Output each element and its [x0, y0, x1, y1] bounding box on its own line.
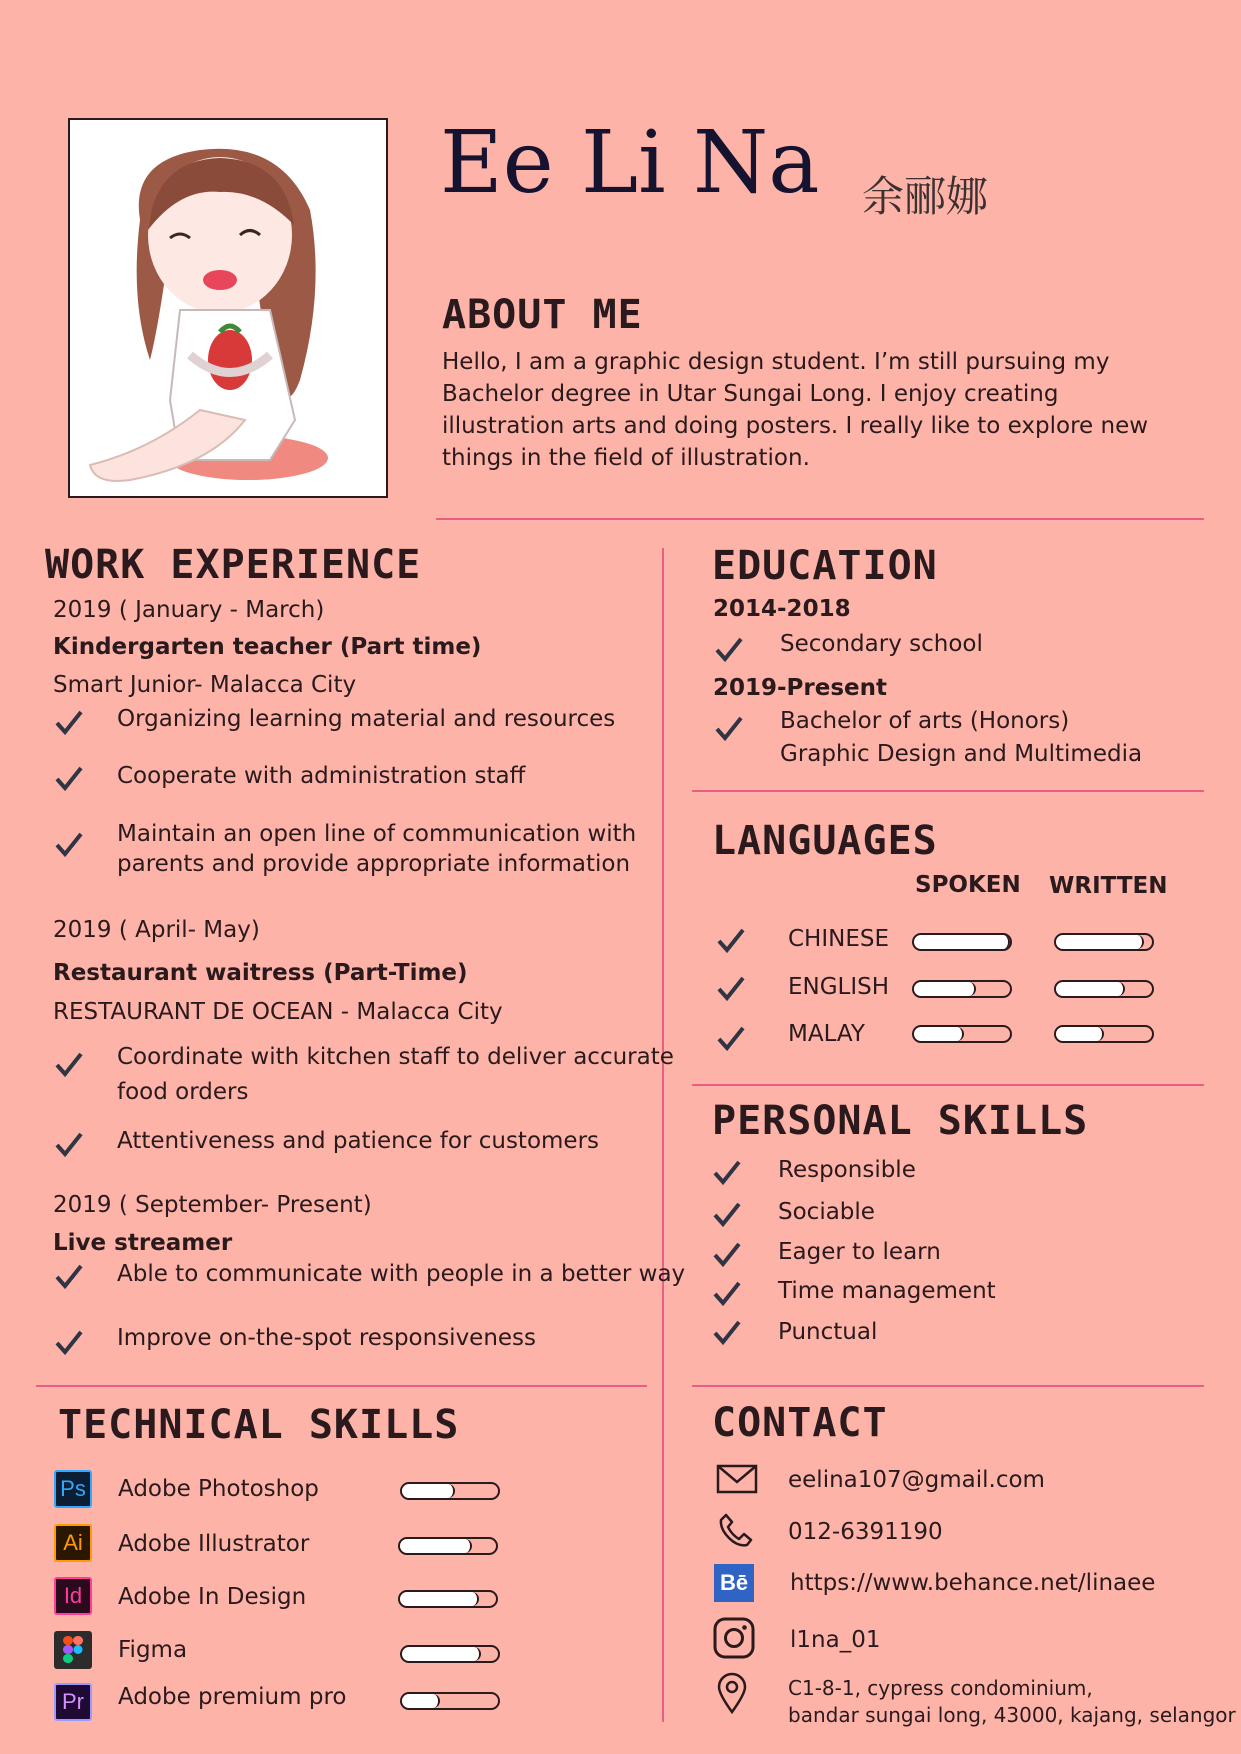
- check-icon: [716, 974, 746, 1002]
- technical-title: TECHNICAL SKILLS: [58, 1402, 460, 1448]
- email-icon: [716, 1464, 758, 1494]
- figma-icon: [54, 1631, 92, 1669]
- illustrator-icon: [54, 1524, 92, 1562]
- level-fill: [400, 1592, 479, 1606]
- skill-bar: [400, 1482, 500, 1500]
- spoken-bar: [912, 1025, 1012, 1043]
- written-bar: [1054, 980, 1154, 998]
- about-line: illustration arts and doing posters. I really like to explore new: [442, 413, 1149, 439]
- personal-title: PERSONAL SKILLS: [712, 1098, 1089, 1144]
- avatar: [68, 118, 388, 498]
- personal-skill: Punctual: [778, 1319, 878, 1345]
- check-icon: [54, 830, 84, 858]
- photoshop-icon-label: Ps: [60, 1476, 86, 1501]
- spoken-bar: [912, 933, 1012, 951]
- personal-skill: Responsible: [778, 1157, 916, 1183]
- skill-bar: [400, 1645, 500, 1663]
- contact-email[interactable]: eelina107@gmail.com: [788, 1467, 1045, 1493]
- contact-address: [788, 1675, 1236, 1729]
- job-duty: Cooperate with administration staff: [117, 763, 526, 789]
- spoken-label: SPOKEN: [915, 872, 1021, 898]
- work-divider: [36, 1385, 647, 1387]
- languages-title: LANGUAGES: [712, 818, 938, 864]
- job-duty: Organizing learning material and resources: [117, 706, 616, 732]
- address-line: bandar sungai long, 43000, kajang, selangor: [788, 1703, 1236, 1727]
- personal-skill: Time management: [778, 1278, 996, 1304]
- job-role: Restaurant waitress (Part-Time): [53, 960, 468, 986]
- job-duty: Attentiveness and patience for customers: [117, 1128, 600, 1154]
- skill-label: Adobe In Design: [118, 1584, 307, 1610]
- job-duty: Improve on-the-spot responsiveness: [117, 1325, 537, 1351]
- contact-instagram[interactable]: l1na_01: [790, 1627, 881, 1653]
- check-icon: [54, 1328, 84, 1356]
- job-duty: [117, 1040, 674, 1110]
- address-line: C1-8-1, cypress condominium,: [788, 1676, 1093, 1700]
- contact-behance[interactable]: https://www.behance.net/linaee: [790, 1570, 1156, 1596]
- avatar-illustration-icon: [70, 120, 386, 496]
- about-title: ABOUT ME: [442, 292, 643, 338]
- education-degree-line: Bachelor of arts (Honors): [780, 708, 1070, 734]
- level-fill: [402, 1484, 455, 1498]
- check-icon: [714, 714, 744, 742]
- skill-bar: [398, 1590, 498, 1608]
- check-icon: [54, 1262, 84, 1290]
- level-fill: [914, 935, 1010, 949]
- job-company: Smart Junior- Malacca City: [53, 672, 357, 698]
- job-period: 2019 ( January - March): [53, 597, 325, 623]
- photoshop-icon: [54, 1470, 92, 1508]
- work-title: WORK EXPERIENCE: [45, 542, 422, 588]
- education-degree: [780, 705, 1142, 771]
- illustrator-icon-label: Ai: [63, 1530, 83, 1555]
- about-line: things in the field of illustration.: [442, 445, 810, 471]
- level-fill: [402, 1647, 481, 1661]
- indesign-icon: [54, 1577, 92, 1615]
- check-icon: [54, 1050, 84, 1078]
- level-fill: [1056, 982, 1125, 996]
- contact-title: CONTACT: [712, 1400, 888, 1446]
- job-role: Kindergarten teacher (Part time): [53, 634, 482, 660]
- full-name: Ee Li Na: [440, 113, 820, 213]
- education-degree-line: Graphic Design and Multimedia: [780, 741, 1143, 767]
- job-role: Live streamer: [53, 1230, 233, 1256]
- instagram-icon: [713, 1617, 755, 1659]
- job-period: 2019 ( September- Present): [53, 1192, 372, 1218]
- indesign-icon-label: Id: [63, 1583, 83, 1608]
- figma-logo-icon: [62, 1635, 84, 1665]
- level-fill: [914, 1027, 964, 1041]
- skill-bar: [398, 1537, 498, 1555]
- job-duty-line: Coordinate with kitchen staff to deliver accurate: [117, 1044, 674, 1070]
- skill-label: Adobe Illustrator: [118, 1531, 310, 1557]
- language-name: MALAY: [788, 1021, 865, 1047]
- skill-label: Figma: [118, 1637, 188, 1663]
- written-bar: [1054, 933, 1154, 951]
- job-period: 2019 ( April- May): [53, 917, 260, 943]
- personal-skill: Sociable: [778, 1199, 875, 1225]
- level-fill: [400, 1539, 472, 1553]
- check-icon: [54, 764, 84, 792]
- language-name: CHINESE: [788, 926, 890, 952]
- check-icon: [716, 926, 746, 954]
- check-icon: [712, 1279, 742, 1307]
- header-divider: [436, 518, 1204, 520]
- behance-icon: [714, 1564, 754, 1602]
- education-school: Secondary school: [780, 631, 983, 657]
- education-years: 2019-Present: [713, 675, 888, 701]
- about-text: [442, 346, 1162, 474]
- check-icon: [54, 708, 84, 736]
- written-label: WRITTEN: [1049, 873, 1168, 899]
- job-duty: Able to communicate with people in a better way: [117, 1261, 686, 1287]
- language-name: ENGLISH: [788, 974, 890, 1000]
- about-line: Hello, I am a graphic design student. I’m still pursuing my: [442, 349, 1110, 375]
- written-bar: [1054, 1025, 1154, 1043]
- personal-divider: [692, 1385, 1204, 1387]
- personal-skill: Eager to learn: [778, 1239, 941, 1265]
- education-divider: [692, 790, 1204, 792]
- phone-icon: [718, 1512, 754, 1548]
- level-fill: [914, 982, 976, 996]
- check-icon: [712, 1240, 742, 1268]
- job-duty-line: parents and provide appropriate information: [117, 851, 631, 877]
- check-icon: [712, 1318, 742, 1346]
- job-duty: [117, 819, 636, 879]
- job-duty-line: food orders: [117, 1079, 249, 1105]
- level-fill: [1056, 1027, 1104, 1041]
- skill-bar: [400, 1692, 500, 1710]
- spoken-bar: [912, 980, 1012, 998]
- check-icon: [54, 1130, 84, 1158]
- chinese-name: 余郦娜: [862, 172, 989, 221]
- check-icon: [712, 1200, 742, 1228]
- level-fill: [402, 1694, 440, 1708]
- level-fill: [1056, 935, 1144, 949]
- column-divider: [662, 548, 664, 1722]
- job-duty-line: Maintain an open line of communication with: [117, 821, 637, 847]
- check-icon: [712, 1158, 742, 1186]
- check-icon: [714, 635, 744, 663]
- education-title: EDUCATION: [712, 543, 938, 589]
- job-company: RESTAURANT DE OCEAN - Malacca City: [53, 999, 503, 1025]
- premiere-pro-icon: [54, 1683, 92, 1721]
- education-years: 2014-2018: [713, 596, 851, 622]
- behance-icon-label: Bē: [719, 1570, 749, 1595]
- location-pin-icon: [716, 1672, 748, 1714]
- premiere-icon-label: Pr: [62, 1689, 84, 1714]
- check-icon: [716, 1024, 746, 1052]
- contact-phone[interactable]: 012-6391190: [788, 1519, 943, 1545]
- skill-label: Adobe premium pro: [118, 1684, 347, 1710]
- languages-divider: [692, 1084, 1204, 1086]
- about-line: Bachelor degree in Utar Sungai Long. I enjoy creating: [442, 381, 1059, 407]
- skill-label: Adobe Photoshop: [118, 1476, 319, 1502]
